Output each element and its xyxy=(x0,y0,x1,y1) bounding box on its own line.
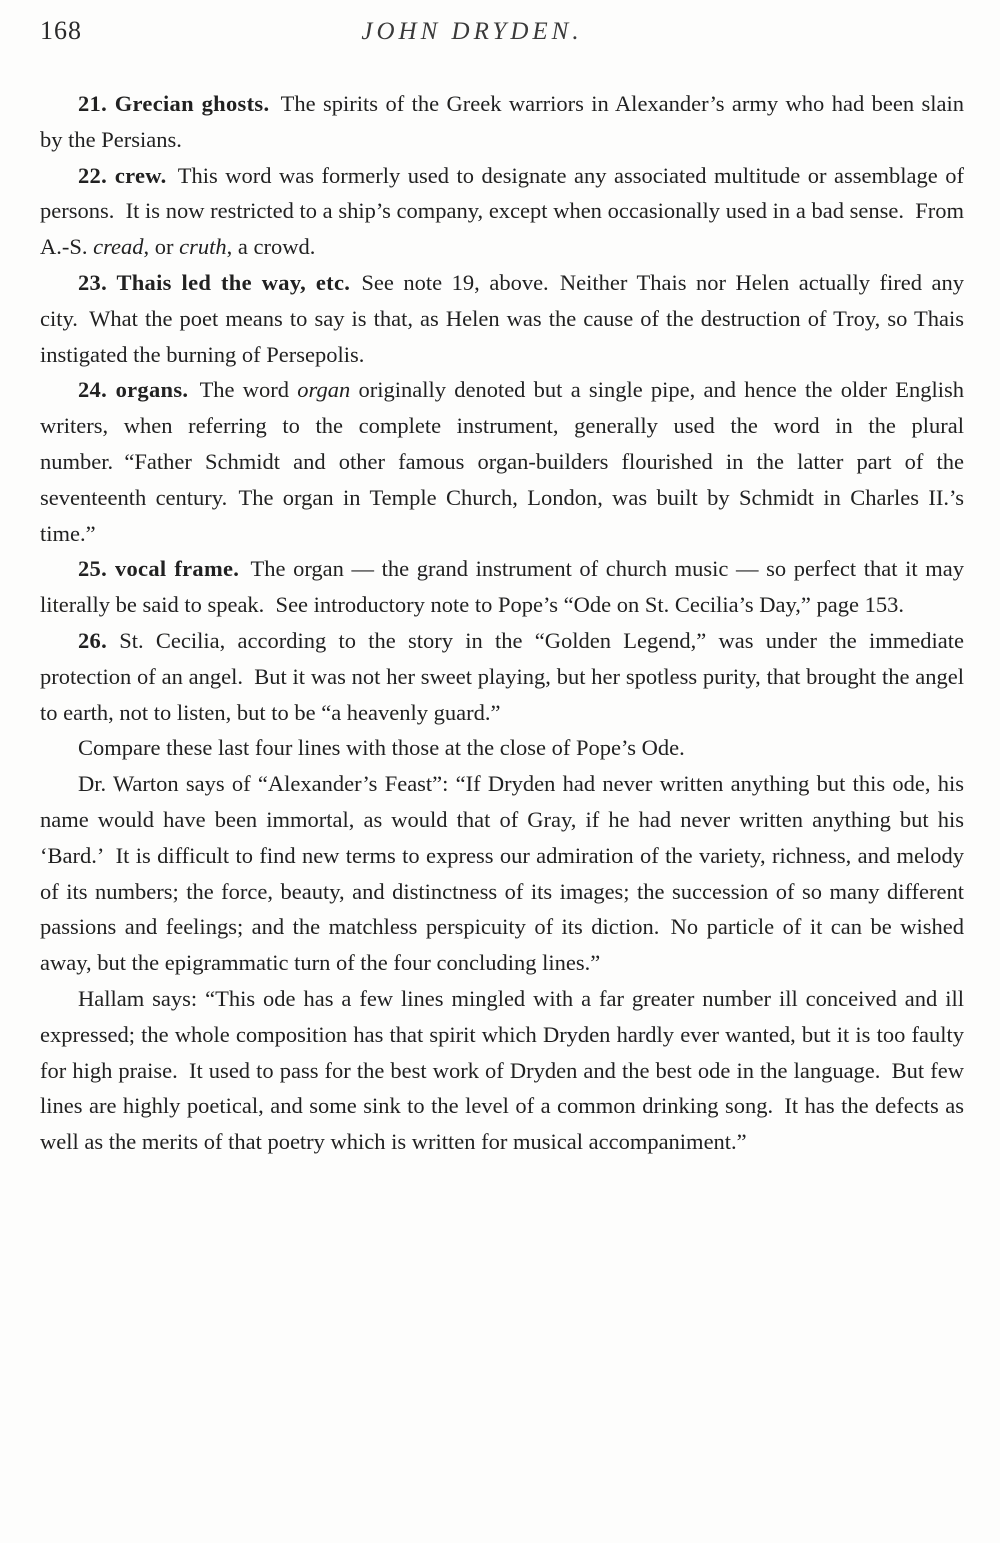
paragraph xyxy=(40,86,964,158)
paragraph xyxy=(40,551,964,623)
paragraph xyxy=(40,766,964,981)
paragraph xyxy=(40,158,964,265)
text-segment: , a crowd. xyxy=(226,234,316,260)
text-segment: , or xyxy=(143,234,180,260)
text-segment: St. Cecilia, according to the story in the “Golden Legend,” was under the immediate protection of an angel. But it was not her sweet playing, but her spotless purity, that brought the angel to earth, not to listen, but to be “a heavenly guard.” xyxy=(40,627,964,725)
page-number: 168 xyxy=(40,16,82,45)
text-segment: The organ — the grand instrument of church music — so perfect that it may literally be said to speak. See introductory note to Pope’s “Ode on St. Cecilia’s Day,” page 153. xyxy=(40,556,964,618)
text-segment: See note 19, above. Neither Thais nor Helen actually fired any city. What the poet means to say is that, as Helen was the cause of the destruction of Troy, so Thais instigated the burning of Persepolis. xyxy=(40,269,964,367)
text-segment: originally denoted but a single pipe, and hence the older English writers, when referring to the complete instrument, generally used the word in the plural number. “Father Schmidt and other famous organ-builders flourished in the latter part of the seventeenth century. The organ in Temple Church, London, was built by Schmidt in Charles II.’s time.” xyxy=(40,377,964,546)
text-segment: cruth xyxy=(179,234,227,260)
text-segment: cread xyxy=(93,234,144,260)
paragraph xyxy=(40,981,964,1160)
text-segment: Compare these last four lines with those at the close of Pope’s Ode. xyxy=(78,735,685,761)
text-segment: Dr. Warton says of “Alexander’s Feast”: “If Dryden had never written anything but this ode, his name would have been immortal, as would that of Gray, if he had never written anything but his ‘Bard.’ It is difficult to find new terms to express our admiration of the variety, richness, and melody of its numbers; the force, beauty, and distinctness of its images; the succession of so many different passions and feelings; and the matchless perspicuity of its diction. No particle of it can be wished away, but the epigrammatic turn of the four concluding lines.” xyxy=(40,771,964,976)
running-header xyxy=(40,16,964,46)
text-segment: Hallam says: “This ode has a few lines mingled with a far greater number ill conceived and ill expressed; the whole composition has that spirit which Dryden hardly ever wanted, but it is too faulty for high praise. It used to pass for the best work of Dryden and the best ode in the language. But few lines are highly poetical, and some sink to the level of a common drinking song. It has the defects as well as the merits of that poetry which is written for musical accompaniment.” xyxy=(40,985,964,1155)
text-segment: 23. Thais led the way, etc. xyxy=(78,269,351,295)
paragraph xyxy=(40,730,964,766)
text-segment: This word was formerly used to designate any associated multitude or assemblage of persons. It is now restricted to a ship’s company, except when occasionally used in a bad sense. From A.-S. xyxy=(40,162,964,260)
text-segment: organ xyxy=(297,377,351,403)
text-segment: 24. organs. xyxy=(78,377,189,403)
running-title: JOHN DRYDEN. xyxy=(361,18,583,45)
paragraph xyxy=(40,623,964,730)
text-segment: 26. xyxy=(78,627,108,653)
paragraph xyxy=(40,265,964,372)
paragraph xyxy=(40,372,964,551)
notes-text-block xyxy=(40,86,964,1160)
text-segment: 22. crew. xyxy=(78,162,167,188)
text-segment: The word xyxy=(188,377,298,403)
text-segment: The spirits of the Greek warriors in Alexander’s army who had been slain by the Persians. xyxy=(40,91,964,152)
text-segment: 21. Grecian ghosts. xyxy=(78,91,270,116)
text-segment: 25. vocal frame. xyxy=(78,556,240,582)
